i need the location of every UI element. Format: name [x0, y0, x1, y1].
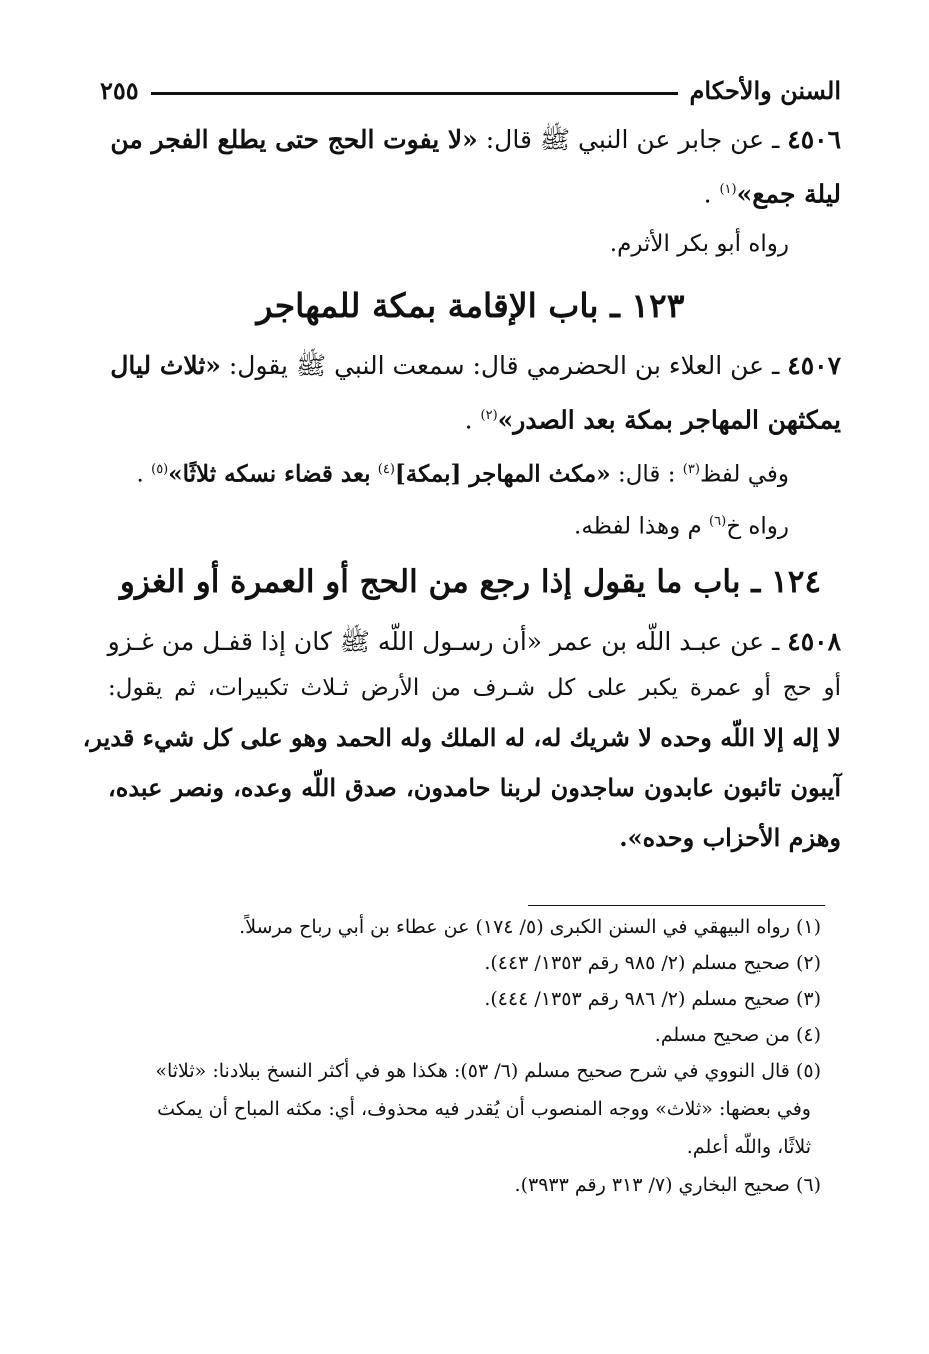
hadith-number: ٤٥٠٦: [787, 125, 841, 154]
variant-quote: «مكث المهاجر [بمكة]: [394, 460, 611, 488]
punctuation: .: [703, 179, 712, 209]
hadith-4508-line-5: وهزم الأحزاب وحده».: [619, 823, 841, 852]
footnote-ref: (٢): [480, 408, 498, 423]
punctuation: .: [464, 405, 473, 435]
hadith-4506-narration: رواه أبو بكر الأثرم.: [609, 231, 789, 257]
variant-quote: بعد قضاء نسكه ثلاثًا»: [168, 460, 371, 488]
hadith-number: ٤٥٠٨: [787, 627, 841, 656]
hadith-4507-narration: [108, 500, 789, 549]
page-header: [100, 70, 841, 110]
hadith-4508-line-1: [108, 620, 841, 664]
variant-intro: وفي لفظ: [699, 461, 789, 488]
hadith-quote: يمكثهن المهاجر بمكة بعد الصدر»: [497, 405, 841, 435]
hadith-4506-line-2: [108, 168, 841, 216]
hadith-4507-line-1: [108, 344, 841, 388]
book-title: السنن والأحكام: [689, 75, 841, 105]
hadith-4507-line-2: [108, 394, 841, 442]
hadith-text: ـ عن عبـد اللّه بن عمر «أن رسـول اللّه ﷺ كان إذا قفـل من غـزو: [107, 627, 780, 656]
variant-said: : قال:: [617, 461, 676, 488]
hadith-quote: ليلة جمع»: [736, 179, 841, 209]
footnote-5-line-1: (٥) قال النووي في شرح صحيح مسلم (٦/ ٥٣): هكذا هو في أكثر النسخ ببلادنا: «ثلاثا»: [155, 1060, 821, 1082]
footnote-5-line-2: وفي بعضها: «ثلاث» ووجه المنصوب أن يُقدر فيه محذوف، أي: مكثه المباح أن يمكث: [157, 1098, 811, 1120]
narration-text: رواه خ: [726, 513, 789, 540]
chapter-123-title: ١٢٣ ـ باب الإقامة بمكة للمهاجر: [256, 286, 685, 325]
punctuation: .: [136, 461, 144, 488]
header-rule: [151, 92, 678, 95]
footnote-ref: (٥): [151, 462, 169, 477]
hadith-4508-line-4: آيبون تائبون عابدون ساجدون لربنا حامدون، صدق اللّه وعده، ونصر عبده،: [108, 773, 841, 802]
footnote-6: (٦) صحيح البخاري (٧/ ٣١٣ رقم ٣٩٣٣).: [514, 1174, 821, 1196]
footnote-ref: (١): [719, 182, 737, 197]
hadith-quote: «لا يفوت الحج حتى يطلع الفجر من: [110, 125, 478, 154]
footnote-ref: (٣): [682, 462, 700, 477]
hadith-number: ٤٥٠٧: [787, 351, 841, 380]
chapter-124-title: ١٢٤ ـ باب ما يقول إذا رجع من الحج أو العمرة أو الغزو: [119, 564, 822, 600]
hadith-4506-line-1: [108, 118, 841, 162]
narration-text: م وهذا لفظه.: [574, 513, 702, 540]
footnote-ref: (٤): [377, 462, 395, 477]
hadith-4507-variant: [108, 448, 789, 497]
hadith-4508-line-3: لا إله إلا اللّه وحده لا شريك له، له الملك وله الحمد وهو على كل شيء قدير،: [82, 723, 841, 752]
page-number: ٢٥٥: [100, 75, 139, 105]
footnote-4: (٤) من صحيح مسلم.: [654, 1024, 821, 1046]
footnote-1: (١) رواه البيهقي في السنن الكبرى (٥/ ١٧٤) عن عطاء بن أبي رباح مرسلاً.: [239, 916, 821, 938]
footnote-ref: (٦): [709, 514, 727, 529]
footnote-3: (٣) صحيح مسلم (٢/ ٩٨٦ رقم ١٣٥٣/ ٤٤٤).: [484, 988, 821, 1010]
hadith-4508-line-2: أو حج أو عمرة يكبر على كل شـرف من الأرض ثـلاث تكبيرات، ثم يقول:: [108, 675, 841, 701]
hadith-text: ـ عن جابر عن النبي ﷺ قال:: [485, 125, 780, 154]
footnote-separator: [528, 905, 825, 906]
hadith-text: ـ عن العلاء بن الحضرمي قال: سمعت النبي ﷺ يقول:: [228, 351, 780, 380]
footnote-2: (٢) صحيح مسلم (٢/ ٩٨٥ رقم ١٣٥٣/ ٤٤٣).: [484, 952, 821, 974]
hadith-quote: «ثلاث ليال: [110, 351, 221, 380]
footnote-5-line-3: ثلاثًا، واللّه أعلم.: [686, 1136, 811, 1158]
